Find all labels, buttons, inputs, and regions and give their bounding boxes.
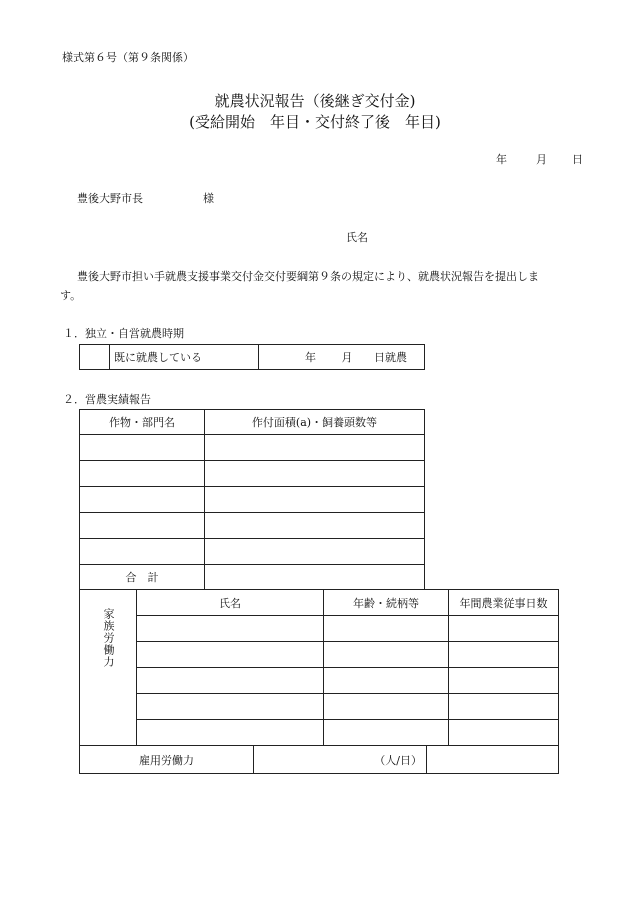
crop-cell[interactable]	[80, 539, 205, 565]
family-age-col-header: 年齢・続柄等	[324, 590, 449, 616]
area-cell[interactable]	[205, 435, 425, 461]
farming-start-month: 月	[341, 351, 353, 364]
date-day: 日	[572, 153, 583, 166]
section-2-heading: ２．営農実績報告	[63, 393, 151, 406]
family-name-col-header: 氏名	[137, 590, 324, 616]
family-age-cell[interactable]	[324, 694, 449, 720]
farming-start-table	[79, 344, 425, 370]
hired-labor-days-cell[interactable]	[427, 746, 559, 774]
farming-start-date[interactable]	[259, 345, 425, 370]
crop-cell[interactable]	[80, 435, 205, 461]
farming-start-year: 年	[305, 351, 316, 364]
crop-col-header: 作物・部門名	[80, 410, 205, 435]
title-line-2: (受給開始 年目・交付終了後 年目)	[189, 113, 441, 131]
family-name-cell[interactable]	[137, 642, 324, 668]
family-name-cell[interactable]	[137, 668, 324, 694]
family-age-cell[interactable]	[324, 668, 449, 694]
family-days-col-header: 年間農業従事日数	[449, 590, 559, 616]
crop-cell[interactable]	[80, 487, 205, 513]
form-number: 様式第６号（第９条関係）	[62, 51, 194, 64]
area-col-header: 作付面積(a)・飼養頭数等	[205, 410, 425, 435]
family-labor-label: 家族労働力	[102, 608, 115, 668]
family-name-cell[interactable]	[137, 616, 324, 642]
farming-start-day: 日就農	[374, 351, 407, 364]
date-year: 年	[496, 153, 507, 166]
family-age-cell[interactable]	[324, 720, 449, 746]
family-name-cell[interactable]	[137, 694, 324, 720]
section-1-heading: １．独立・自営就農時期	[63, 327, 184, 340]
family-age-cell[interactable]	[324, 642, 449, 668]
family-days-cell[interactable]	[449, 642, 559, 668]
family-age-cell[interactable]	[324, 616, 449, 642]
family-days-cell[interactable]	[449, 720, 559, 746]
body-text-line-2: す。	[60, 289, 82, 302]
farming-start-option: 既に就農している	[110, 345, 259, 370]
area-total-cell[interactable]	[205, 565, 425, 590]
area-cell[interactable]	[205, 539, 425, 565]
body-text-line-1: 豊後大野市担い手就農支援事業交付金交付要綱第９条の規定により、就農状況報告を提出しま	[77, 270, 539, 283]
family-days-cell[interactable]	[449, 616, 559, 642]
hired-labor-table	[79, 745, 559, 774]
family-days-cell[interactable]	[449, 694, 559, 720]
family-days-cell[interactable]	[449, 668, 559, 694]
hired-labor-label: 雇用労働力	[80, 746, 254, 774]
hired-labor-unit: （人/日）	[254, 746, 427, 774]
area-cell[interactable]	[205, 513, 425, 539]
area-cell[interactable]	[205, 487, 425, 513]
title-line-1: 就農状況報告（後継ぎ交付金)	[214, 92, 416, 110]
applicant-name-label: 氏名	[346, 231, 368, 244]
crop-cell[interactable]	[80, 461, 205, 487]
labor-table	[79, 589, 559, 746]
farming-start-checkbox[interactable]	[80, 345, 110, 370]
family-name-cell[interactable]	[137, 720, 324, 746]
crop-table	[79, 409, 425, 590]
crop-total-label: 合 計	[80, 565, 205, 590]
family-labor-label-cell	[80, 590, 137, 746]
area-cell[interactable]	[205, 461, 425, 487]
addressee-suffix: 様	[203, 192, 214, 205]
crop-cell[interactable]	[80, 513, 205, 539]
addressee: 豊後大野市長	[77, 192, 143, 205]
date-month: 月	[536, 153, 547, 166]
